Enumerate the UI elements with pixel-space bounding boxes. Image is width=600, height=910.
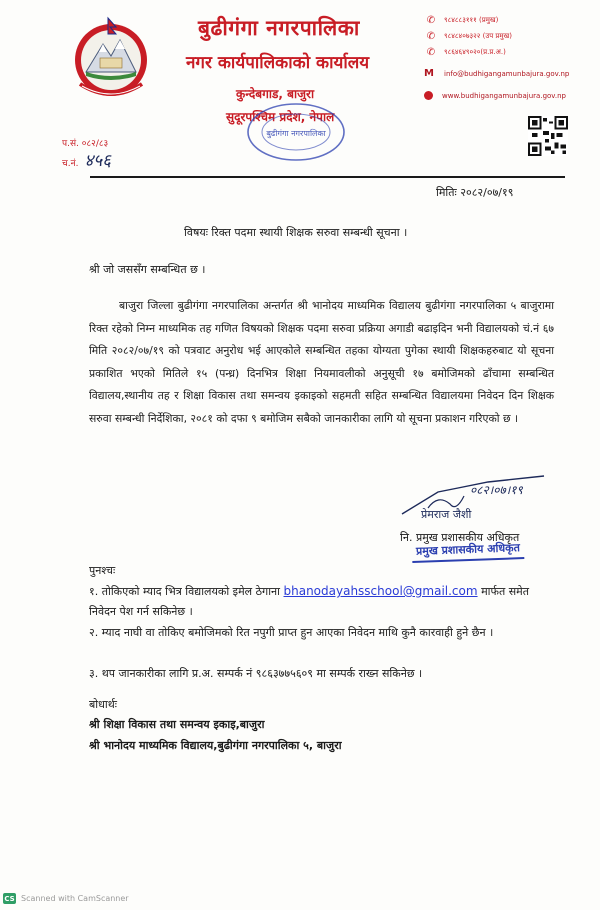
signature-date: ०८२।०७।१९ xyxy=(470,483,523,497)
municipality-name: बुढीगंगा नगरपालिका xyxy=(198,16,360,40)
letter-date: मितिः २०८२/०७/१९ xyxy=(436,186,514,199)
phone-number: ९८४८४०७३२२ (उप प्रमुख) xyxy=(444,31,513,40)
cc-item: श्री शिक्षा विकास तथा समन्वय इकाइ,बाजुरा xyxy=(89,718,265,731)
note-item-1 xyxy=(89,581,559,622)
cn-row xyxy=(62,153,111,173)
contact-phones xyxy=(424,12,512,60)
phone-number: ९८४८८३१११ (प्रमुख) xyxy=(444,15,499,24)
address-line-2: सुदूरपश्चिम प्रदेश, नेपाल xyxy=(226,110,335,124)
letter-body: बाजुरा जिल्ला बुढीगंगा नगरपालिका अन्तर्गत श्री भानोदय माध्यमिक विद्यालय बुढीगंगा नगरपालिका ५ बाजुरामा रिक्त रहेको निम्न माध्यमिक तह गणित विषयको शिक्षक पदमा सरुवा प्रक्रिया अगाडी बढाइदिन भनी विद्यालयको चं.नं ६७ मिति २०८२/०७/१९ को पत्रवाट अनुरोध भई आएकोले सम्बन्धित तहका योग्यता पुगेका स्थायी शिक्षकहरुबाट यो सूचना प्रकाशित भएको मितिले १५ (पन्ध्र) दिनभित्र शिक्षा नियमावलीको अनुसूची १७ बमोजिमको ढाँचामा सम्बन्धित विद्यालय,स्थानीय तह र शिक्षा विकास तथा समन्वय इकाइको सहमती सहित सम्बन्धित विद्यालयमा निवेदन दिन शिक्षक सरुवा सम्बन्धी निर्देशिका, २०८१ को दफा ९ बमोजिम सबैको जानकारीका लागि यो सूचना प्रकाशन गरिएको छ । xyxy=(89,299,554,425)
signatory-name: प्रेमराज जैशी xyxy=(421,508,472,521)
nepal-emblem-logo xyxy=(70,14,152,100)
phone-row xyxy=(424,12,512,28)
reference-block xyxy=(62,136,111,173)
phone-row xyxy=(424,28,512,44)
cn-label: च.नं. xyxy=(62,159,79,169)
mail-icon: M xyxy=(424,68,434,79)
note-item-2: २. म्याद नाघी वा तोकिए बमोजिमको रित नपुगी प्राप्त हुन आएका निवेदन माथि कुनै कारवाही हुने छैन । xyxy=(89,626,494,639)
note-text: मार्फत समेत निवेदन पेश गर्न सकिनेछ । xyxy=(89,585,530,618)
phone-icon: ✆ xyxy=(426,14,436,26)
phone-icon: ✆ xyxy=(426,30,436,42)
office-website[interactable]: www.budhigangamunbajura.gov.np xyxy=(442,91,566,100)
office-email[interactable]: info@budhigangamunbajura.gov.np xyxy=(444,69,570,78)
note-text: १. तोकिएको म्याद भित्र विद्यालयको इमेल ठेगाना xyxy=(89,585,280,598)
email-row xyxy=(424,68,569,79)
ps-number: प.सं. ०८२/८३ xyxy=(62,139,109,149)
phone-icon: ✆ xyxy=(426,46,436,58)
officer-stamp: प्रमुख प्रशासकीय अधिकृत xyxy=(412,538,525,563)
stamp-text: बुढीगंगा नगरपालिका xyxy=(266,129,326,138)
website-row xyxy=(424,91,566,100)
school-email-link[interactable]: bhanodayahsschool@gmail.com xyxy=(283,584,478,598)
camscanner-footer xyxy=(3,893,129,904)
qr-code[interactable] xyxy=(528,116,568,156)
cn-number: ४५६ xyxy=(84,151,111,171)
camscanner-logo-icon: CS xyxy=(4,894,15,903)
note-item-3: ३. थप जानकारीका लागि प्र.अ. सम्पर्क नं ९८६३७७५६०९ मा सम्पर्क राख्न सकिनेछ । xyxy=(89,667,423,680)
scanner-text: Scanned with CamScanner xyxy=(21,894,129,903)
header-divider xyxy=(90,176,565,178)
letter-subject: विषयः रिक्त पदमा स्थायी शिक्षक सरुवा सम्बन्धी सूचना । xyxy=(184,226,408,239)
office-name: नगर कार्यपालिकाको कार्यालय xyxy=(186,53,370,73)
cc-item: श्री भानोदय माध्यमिक विद्यालय,बुढीगंगा नगरपालिका ५, बाजुरा xyxy=(89,739,342,752)
phone-row xyxy=(424,44,512,60)
letter-greeting: श्री जो जससँग सम्बन्धित छ । xyxy=(89,263,206,276)
address-line-1: कुन्देबगाड, बाजुरा xyxy=(236,87,315,101)
phone-number: ९८६४६४९०२०(प्र.प्र.अ.) xyxy=(444,47,506,56)
cc-heading: बोधार्थः xyxy=(89,698,117,711)
postscript-heading: पुनश्चः xyxy=(89,564,116,577)
globe-icon xyxy=(424,91,433,100)
signatory-title: नि. प्रमुख प्रशासकीय अधिकृत xyxy=(400,531,520,544)
office-round-stamp xyxy=(244,100,348,164)
